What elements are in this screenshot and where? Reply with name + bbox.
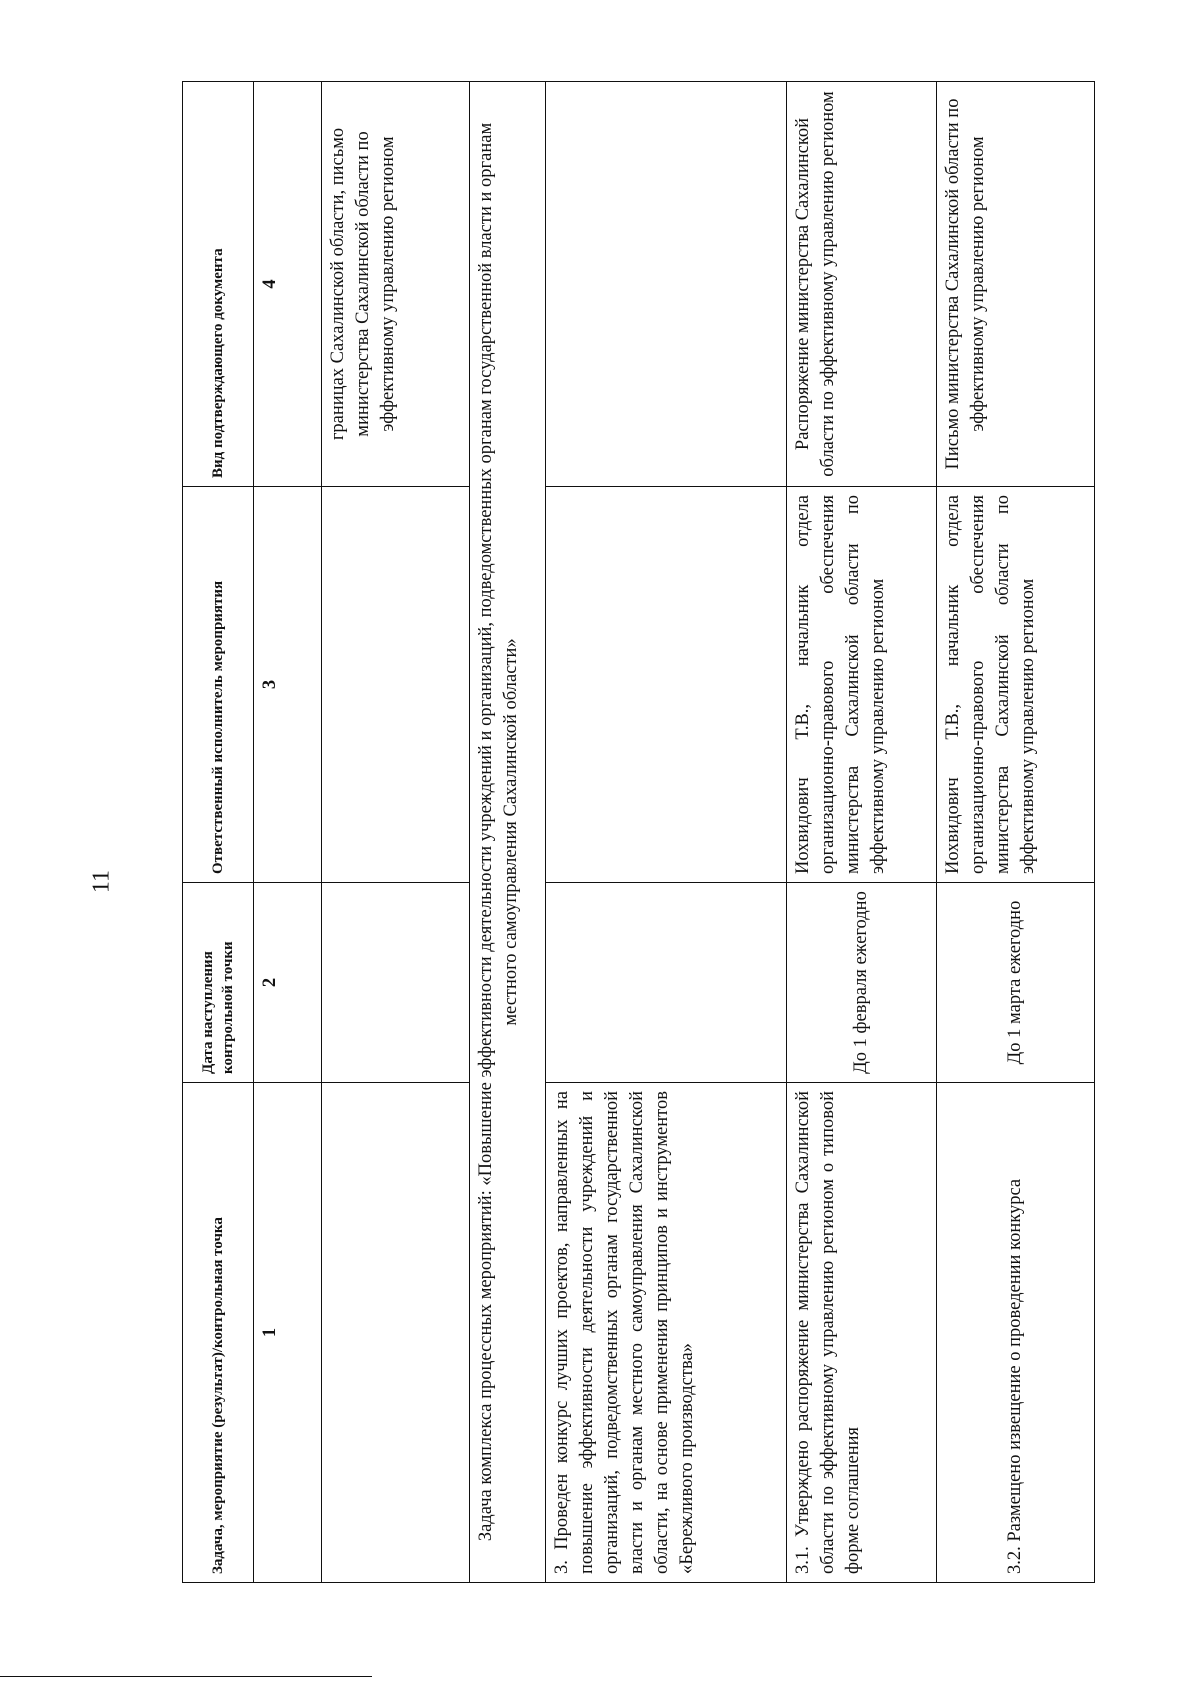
table-cell: 3.2. Размещено извещение о проведении конкурса: [936, 1083, 1094, 1583]
header-document: Вид подтверждающего документа: [183, 82, 254, 487]
table-cell: 3. Проведен конкурс лучших проектов, направленных на повышение эффективности деятельности учреждений и организаций, подведомственных органам государственной власти и органам местного самоуправления Сахалинской области, на основе применения принципов и инструментов «Бережливого производства»: [546, 1083, 787, 1583]
page-number: 11: [88, 869, 115, 894]
table-cell: [322, 1083, 470, 1583]
table-cell: [322, 487, 470, 883]
header-row: [183, 82, 254, 1583]
rotated-table-container: [182, 82, 1095, 1583]
table-cell: [546, 883, 787, 1083]
column-number: 4: [253, 82, 322, 487]
table-cell: Иохвидович Т.В., начальник отдела организационно-правового обеспечения министерства Сахалинской области по эффективному управлению регионом: [936, 487, 1094, 883]
table-cell: [322, 883, 470, 1083]
table-row: [786, 82, 936, 1583]
footer-rule: [0, 1676, 372, 1677]
task-heading: Задача комплекса процессных мероприятий: «Повышение эффективности деятельности учреждений и организаций, подведомственных органам государственной власти и органам местного самоуправления Сахалинской области»: [470, 82, 546, 1583]
table-cell: 3.1. Утверждено распоряжение министерства Сахалинской области по эффективному управлению регионом о типовой форме соглашения: [786, 1083, 936, 1583]
task-row: [470, 82, 546, 1583]
table-cell: [546, 487, 787, 883]
header-responsible: Ответственный исполнитель мероприятия: [183, 487, 254, 883]
table-cell: Письмо министерства Сахалинской области по эффективному управлению регионом: [936, 82, 1094, 487]
table-row: [546, 82, 787, 1583]
table-row-continued: [322, 82, 470, 1583]
table-cell: До 1 марта ежегодно: [936, 883, 1094, 1083]
column-number: 2: [253, 883, 322, 1083]
plan-table: [182, 81, 1095, 1583]
table-cell: Распоряжение министерства Сахалинской области по эффективному управлению регионом: [786, 82, 936, 487]
table-cell: границах Сахалинской области, письмо министерства Сахалинской области по эффективному управлению регионом: [322, 82, 470, 487]
table-cell: [546, 82, 787, 487]
column-number: 1: [253, 1083, 322, 1583]
column-number: 3: [253, 487, 322, 883]
table-cell: Иохвидович Т.В., начальник отдела организационно-правового обеспечения министерства Сахалинской области по эффективному управлению регионом: [786, 487, 936, 883]
table-cell: До 1 февраля ежегодно: [786, 883, 936, 1083]
header-date: Дата наступления контрольной точки: [183, 883, 254, 1083]
table-row: [936, 82, 1094, 1583]
column-number-row: [253, 82, 322, 1583]
header-task: Задача, мероприятие (результат)/контрольная точка: [183, 1083, 254, 1583]
